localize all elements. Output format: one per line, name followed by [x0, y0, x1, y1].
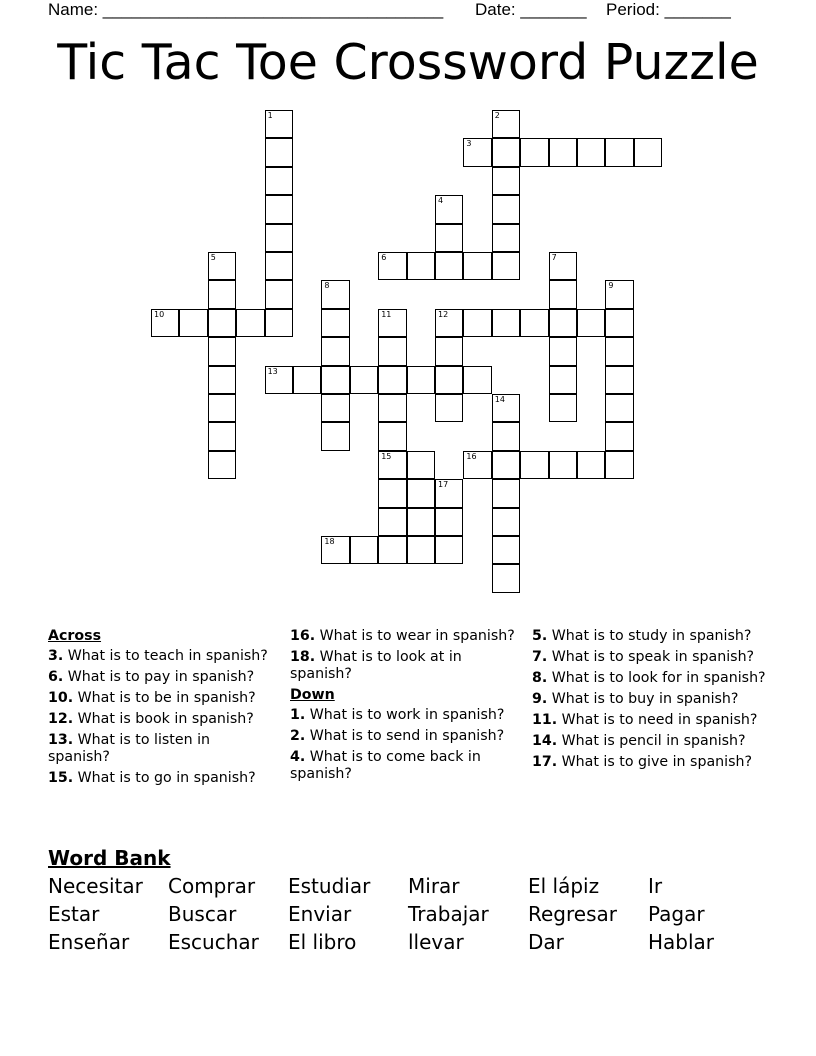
clue-text: What is to work in spanish?	[305, 707, 505, 723]
clue-item	[532, 754, 767, 771]
crossword-cell[interactable]	[549, 366, 577, 394]
crossword-cell[interactable]	[407, 508, 435, 536]
clue-number: 12.	[48, 711, 74, 727]
crossword-cell[interactable]	[265, 309, 293, 337]
crossword-cell[interactable]	[435, 252, 463, 280]
clue-number: 11.	[532, 712, 558, 728]
word-bank-word: Hablar	[648, 930, 715, 954]
word-bank-word: Pagar	[648, 902, 705, 926]
clue-number: 18.	[290, 649, 316, 665]
crossword-cell[interactable]	[265, 280, 293, 308]
crossword-cell[interactable]	[577, 138, 605, 166]
crossword-cell[interactable]	[435, 508, 463, 536]
crossword-cell[interactable]	[492, 564, 520, 592]
clue-text: What is to study in spanish?	[547, 628, 752, 644]
clue-number: 6.	[48, 669, 64, 685]
clue-text: What is to pay in spanish?	[63, 669, 255, 685]
clue-number: 3	[466, 139, 472, 149]
crossword-cell[interactable]	[293, 366, 321, 394]
clue-number: 10	[154, 309, 165, 319]
crossword-cell[interactable]	[435, 394, 463, 422]
clue-item	[290, 649, 520, 683]
clue-text: What is pencil in spanish?	[557, 733, 746, 749]
crossword-cell[interactable]	[208, 422, 236, 450]
clue-text: What is to be in spanish?	[73, 690, 256, 706]
crossword-cell[interactable]	[265, 167, 293, 195]
clue-item	[48, 648, 273, 665]
crossword-cell[interactable]	[549, 252, 577, 280]
word-bank-word: Ir	[648, 874, 663, 898]
crossword-cell[interactable]	[350, 536, 378, 564]
crossword-cell[interactable]	[605, 138, 633, 166]
crossword-cell[interactable]	[378, 508, 406, 536]
clue-number: 2.	[290, 728, 306, 744]
crossword-cell[interactable]	[435, 479, 463, 507]
clue-number: 1.	[290, 707, 306, 723]
clue-number: 6	[381, 253, 387, 262]
page-title: Tic Tac Toe Crossword Puzzle	[57, 34, 759, 91]
word-bank-word: Enviar	[288, 902, 352, 926]
clue-number: 16.	[290, 628, 316, 644]
crossword-cell[interactable]	[208, 280, 236, 308]
clue-number: 5	[210, 253, 216, 262]
crossword-cell[interactable]	[605, 280, 633, 308]
crossword-cell[interactable]	[492, 195, 520, 223]
word-bank-word: El lápiz	[528, 874, 600, 898]
clue-text: What is to speak in spanish?	[547, 649, 755, 665]
crossword-cell[interactable]	[265, 224, 293, 252]
down-clue-list	[290, 707, 520, 783]
down-heading: Down	[290, 687, 335, 703]
clue-number: 4.	[290, 749, 306, 765]
crossword-cell[interactable]	[435, 536, 463, 564]
clue-number: 14	[494, 395, 505, 404]
crossword-cell[interactable]	[605, 337, 633, 365]
crossword-cell[interactable]	[321, 394, 349, 422]
crossword-cell[interactable]	[492, 309, 520, 337]
crossword-cell[interactable]	[492, 536, 520, 564]
word-bank-word: Necesitar	[48, 874, 143, 898]
crossword-cell[interactable]	[378, 337, 406, 365]
clue-text: What is to give in spanish?	[557, 754, 752, 770]
crossword-cell[interactable]	[549, 280, 577, 308]
clues-column-3	[532, 628, 767, 775]
clue-text: What is to look at in spanish?	[290, 649, 462, 682]
across-clue-list	[48, 648, 273, 787]
crossword-cell[interactable]	[492, 167, 520, 195]
crossword-cell[interactable]	[407, 451, 435, 479]
crossword-cell[interactable]	[492, 422, 520, 450]
clue-number: 16	[466, 451, 477, 461]
clue-text: What is to wear in spanish?	[315, 628, 515, 644]
across-clue-list-continued	[290, 628, 520, 683]
crossword-cell[interactable]	[463, 138, 491, 166]
crossword-cell[interactable]	[378, 309, 406, 337]
crossword-cell[interactable]	[549, 309, 577, 337]
header-period-line[interactable]: Period: _______	[606, 0, 731, 19]
crossword-cell[interactable]	[321, 366, 349, 394]
clue-number: 10.	[48, 690, 74, 706]
clue-item	[48, 711, 273, 728]
crossword-cell[interactable]	[265, 252, 293, 280]
word-bank-word: Dar	[528, 930, 564, 954]
crossword-cell[interactable]	[378, 394, 406, 422]
crossword-cell[interactable]	[492, 252, 520, 280]
clue-number: 7.	[532, 649, 548, 665]
header-date-line[interactable]: Date: _______	[475, 0, 587, 19]
clue-number: 17.	[532, 754, 558, 770]
clue-item	[290, 728, 520, 745]
crossword-cell[interactable]	[605, 422, 633, 450]
crossword-cell[interactable]	[321, 536, 349, 564]
crossword-cell[interactable]	[378, 366, 406, 394]
crossword-cell[interactable]	[378, 451, 406, 479]
word-bank-word: Buscar	[168, 902, 237, 926]
clue-text: What is book in spanish?	[73, 711, 254, 727]
clues-column-2	[290, 628, 520, 787]
clue-text: What is to come back in spanish?	[290, 749, 481, 782]
clue-number: 11	[381, 309, 392, 319]
clue-text: What is to listen in spanish?	[48, 732, 211, 765]
header-name-line[interactable]: Name: ____________________________________	[48, 0, 444, 19]
clue-text: What is to need in spanish?	[557, 712, 758, 728]
crossword-cell[interactable]	[265, 110, 293, 138]
clue-number: 15	[381, 451, 392, 461]
word-bank-word: Trabajar	[408, 902, 489, 926]
word-bank-word: Enseñar	[48, 930, 130, 954]
word-bank-title: Word Bank	[48, 846, 171, 870]
clue-item	[532, 691, 767, 708]
clue-number: 8.	[532, 670, 548, 686]
crossword-cell[interactable]	[605, 394, 633, 422]
crossword-cell[interactable]	[463, 309, 491, 337]
crossword-cell[interactable]	[265, 366, 293, 394]
crossword-cell[interactable]	[321, 337, 349, 365]
crossword-cell[interactable]	[577, 309, 605, 337]
crossword-cell[interactable]	[236, 309, 264, 337]
clue-number: 8	[324, 281, 330, 291]
clue-item	[48, 770, 273, 787]
crossword-cell[interactable]	[492, 110, 520, 138]
crossword-cell[interactable]	[208, 337, 236, 365]
clue-item	[290, 628, 520, 645]
clue-text: What is to go in spanish?	[73, 770, 256, 786]
clue-number: 1	[267, 111, 273, 120]
crossword-cell[interactable]	[378, 422, 406, 450]
crossword-cell[interactable]	[549, 394, 577, 422]
clue-item	[48, 732, 273, 766]
crossword-cell[interactable]	[492, 224, 520, 252]
clue-number: 2	[494, 111, 500, 120]
clue-item	[532, 628, 767, 645]
crossword-cell[interactable]	[321, 280, 349, 308]
crossword-cell[interactable]	[605, 309, 633, 337]
crossword-cell[interactable]	[407, 252, 435, 280]
crossword-cell[interactable]	[321, 309, 349, 337]
clue-number: 18	[324, 537, 335, 546]
crossword-cell[interactable]	[435, 309, 463, 337]
clue-number: 14.	[532, 733, 558, 749]
crossword-cell[interactable]	[378, 536, 406, 564]
clue-item	[290, 707, 520, 724]
crossword-cell[interactable]	[208, 309, 236, 337]
crossword-cell[interactable]	[407, 479, 435, 507]
crossword-cell[interactable]	[549, 337, 577, 365]
across-heading: Across	[48, 628, 102, 644]
clue-number: 9.	[532, 691, 548, 707]
word-bank-word: Mirar	[408, 874, 460, 898]
clues-column-1	[48, 628, 273, 791]
crossword-cell[interactable]	[463, 366, 491, 394]
crossword-cell[interactable]	[605, 366, 633, 394]
clue-item	[532, 712, 767, 729]
word-bank-word: Comprar	[168, 874, 256, 898]
crossword-cell[interactable]	[407, 366, 435, 394]
crossword-cell[interactable]	[520, 138, 548, 166]
crossword-cell[interactable]	[492, 394, 520, 422]
word-bank-word: El libro	[288, 930, 357, 954]
crossword-cell[interactable]	[407, 536, 435, 564]
crossword-cell[interactable]	[463, 252, 491, 280]
crossword-cell[interactable]	[208, 366, 236, 394]
crossword-cell[interactable]	[208, 394, 236, 422]
clue-text: What is to buy in spanish?	[547, 691, 739, 707]
clue-item	[48, 669, 273, 686]
word-bank-word: llevar	[408, 930, 464, 954]
crossword-cell[interactable]	[634, 138, 662, 166]
clue-text: What is to teach in spanish?	[63, 648, 268, 664]
word-bank-word: Escuchar	[168, 930, 259, 954]
down-clue-list-continued	[532, 628, 767, 771]
crossword-cell[interactable]	[492, 479, 520, 507]
crossword-cell[interactable]	[492, 451, 520, 479]
crossword-cell[interactable]	[208, 451, 236, 479]
crossword-cell[interactable]	[549, 451, 577, 479]
crossword-cell[interactable]	[378, 252, 406, 280]
clue-number: 12	[438, 309, 449, 319]
word-bank-word: Estar	[48, 902, 100, 926]
clue-number: 7	[551, 253, 557, 262]
clue-number: 13	[267, 366, 278, 376]
crossword-cell[interactable]	[605, 451, 633, 479]
crossword-cell[interactable]	[151, 309, 179, 337]
crossword-cell[interactable]	[321, 422, 349, 450]
crossword-cell[interactable]	[435, 366, 463, 394]
crossword-cell[interactable]	[492, 508, 520, 536]
word-bank-word: Regresar	[528, 902, 617, 926]
crossword-cell[interactable]	[577, 451, 605, 479]
crossword-cell[interactable]	[265, 138, 293, 166]
crossword-cell[interactable]	[520, 451, 548, 479]
crossword-cell[interactable]	[265, 195, 293, 223]
clue-number: 9	[608, 281, 614, 291]
clue-item	[532, 733, 767, 750]
clue-number: 4	[438, 196, 444, 206]
crossword-cell[interactable]	[492, 138, 520, 166]
word-bank-word: Estudiar	[288, 874, 371, 898]
clue-item	[532, 649, 767, 666]
clue-item	[48, 690, 273, 707]
clue-item	[290, 749, 520, 783]
crossword-cell[interactable]	[435, 337, 463, 365]
clue-item	[532, 670, 767, 687]
crossword-cell[interactable]	[549, 138, 577, 166]
clue-number: 3.	[48, 648, 64, 664]
crossword-cell[interactable]	[179, 309, 207, 337]
crossword-cell[interactable]	[463, 451, 491, 479]
clue-number: 15.	[48, 770, 74, 786]
crossword-cell[interactable]	[435, 224, 463, 252]
clue-number: 17	[438, 480, 449, 490]
clue-text: What is to send in spanish?	[305, 728, 505, 744]
crossword-cell[interactable]	[350, 366, 378, 394]
crossword-cell[interactable]	[208, 252, 236, 280]
clue-number: 13.	[48, 732, 74, 748]
clue-number: 5.	[532, 628, 548, 644]
crossword-cell[interactable]	[520, 309, 548, 337]
crossword-cell[interactable]	[435, 195, 463, 223]
clue-text: What is to look for in spanish?	[547, 670, 766, 686]
crossword-cell[interactable]	[378, 479, 406, 507]
